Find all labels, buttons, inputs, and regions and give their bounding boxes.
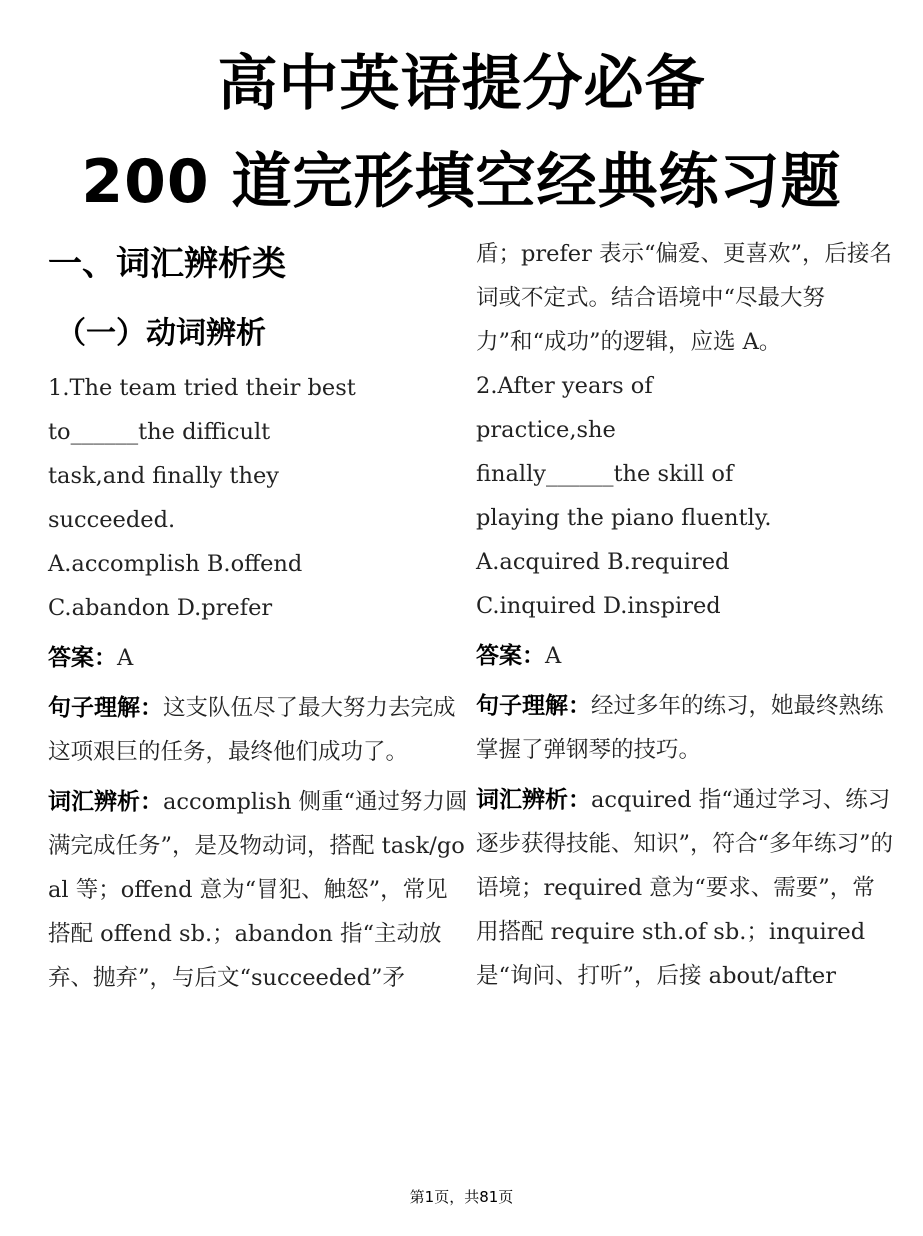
question-1-stem: 1.The team tried their best to______the difficult task,and finally they succeeded. [48,375,356,533]
question-1-option-line-2: C.abandon D.prefer [48,595,273,621]
question-2-option-line-1: A.acquired B.required [476,549,730,575]
answer-label: 答案： [48,645,117,671]
question-1-answer [48,636,468,680]
section-heading: 一、词汇辨析类 [48,244,286,284]
question-2-understanding [476,684,896,772]
understanding-text: 经过多年的练习，她最终熟练掌握了弹钢琴的技巧。 [476,693,884,763]
subsection-heading: （一）动词辨析 [56,316,266,351]
page-number: 第1页，共81页 [409,1188,514,1206]
question-1-understanding [48,686,468,774]
understanding-label: 句子理解： [48,695,163,721]
question-2-analysis [476,778,896,998]
analysis-label: 词汇辨析： [48,789,163,815]
answer-value: A [545,643,562,669]
document-title-line-2: 200 道完形填空经典练习题 [81,147,842,217]
analysis-text: acquired 指“通过学习、练习逐步获得技能、知识”，符合“多年练习”的语境；required 意为“要求、需要”，常用搭配 require sth.of sb.；inquired 是“询问、打听”，后接 about/after [476,787,894,989]
left-column [48,232,468,1000]
question-1-analysis [48,780,468,1000]
question-2-stem: 2.After years of practice,she finally______the skill of playing the piano fluently. [476,373,772,531]
answer-value: A [117,645,134,671]
understanding-text: 这支队伍尽了最大努力去完成这项艰巨的任务，最终他们成功了。 [48,695,456,765]
right-column [476,232,896,998]
question-1-analysis-continued: 盾；prefer 表示“偏爱、更喜欢”，后接名词或不定式。结合语境中“尽最大努力”和“成功”的逻辑，应选 A。 [476,241,893,355]
document-title-line-1: 高中英语提分必备 [217,49,706,119]
answer-label: 答案： [476,643,545,669]
analysis-text: accomplish 侧重“通过努力圆满完成任务”，是及物动词，搭配 task/goal 等；offend 意为“冒犯、触怒”，常见搭配 offend sb.；abandon 指“主动放弃、抛弃”，与后文“succeeded”矛 [48,789,468,991]
question-2-answer [476,634,896,678]
understanding-label: 句子理解： [476,693,591,719]
question-1-option-line-1: A.accomplish B.offend [48,551,303,577]
question-2-option-line-2: C.inquired D.inspired [476,593,721,619]
analysis-label: 词汇辨析： [476,787,591,813]
